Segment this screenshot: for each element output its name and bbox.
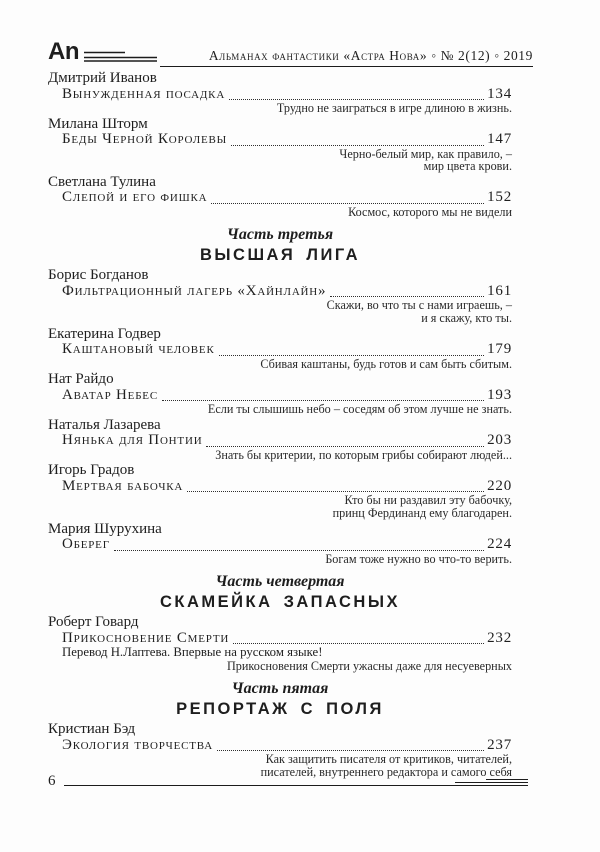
section-part-label: Часть пятая: [231, 680, 329, 698]
toc-entry: [48, 722, 512, 778]
toc-entry: [48, 268, 512, 324]
toc-entry: [48, 372, 512, 416]
entry-page-number: 224: [487, 536, 512, 553]
entry-author: Дмитрий Иванов: [48, 70, 157, 86]
epigraph-line: Сбивая каштаны, будь готов и сам быть сбитым.: [260, 356, 512, 371]
dot-leader: [187, 488, 484, 492]
section-heading: [48, 226, 512, 264]
footer-decoration-line-top: [486, 779, 528, 780]
entry-title-line: [48, 342, 512, 358]
section-part-label: Часть четвертая: [215, 573, 345, 591]
entry-title-line: [48, 738, 512, 754]
entry-note: Перевод Н.Лаптева. Впервые на русском языке!: [62, 645, 323, 660]
toc-entry: [48, 418, 512, 462]
entry-title: Нянька для Понтии: [62, 432, 203, 449]
running-head-title: Альманах фантастики «Астра Нова» ◦ № 2(12) ◦ 2019: [208, 48, 533, 63]
dot-leader: [231, 142, 484, 146]
entry-epigraph: [48, 148, 512, 173]
entry-title: Мертвая бабочка: [62, 477, 184, 494]
entry-title: Прикосновение Смерти: [62, 629, 230, 646]
entry-title-line: [48, 388, 512, 404]
dot-leader: [233, 640, 484, 644]
epigraph-line: принц Фердинанд ему благодарен.: [332, 505, 512, 520]
dot-leader: [162, 397, 484, 401]
entry-title: Экология творчества: [62, 736, 213, 753]
dot-leader: [206, 443, 484, 447]
epigraph-line: Трудно не заиграться в игре длиною в жизнь.: [276, 101, 512, 115]
footer-decoration-line-mid: [455, 782, 528, 783]
almanac-logo: An: [48, 38, 79, 65]
toc-entry: [48, 463, 512, 519]
section-title: СКАМЕЙКА ЗАПАСНЫХ: [160, 593, 400, 612]
dot-leader: [229, 96, 484, 100]
entry-page-number: 134: [487, 85, 512, 102]
section-part-label: Часть третья: [226, 226, 334, 244]
entry-page-number: 232: [487, 629, 512, 646]
toc-entry: [48, 615, 512, 672]
entry-author: Роберт Говард: [48, 614, 139, 631]
section-title: РЕПОРТАЖ С ПОЛЯ: [176, 700, 384, 719]
entry-title: Беды Черной Королевы: [62, 131, 228, 148]
entry-page-number: 203: [487, 432, 512, 449]
entry-author: Милана Шторм: [48, 115, 148, 132]
toc-entry: [48, 327, 512, 371]
footer-rule: [64, 785, 528, 786]
entry-author: Екатерина Годвер: [48, 325, 161, 342]
entry-author: Светлана Тулина: [48, 173, 156, 190]
entry-author: Мария Шурухина: [48, 520, 162, 537]
entry-epigraph: [48, 660, 512, 673]
entry-title-line: [48, 479, 512, 495]
dot-leader: [114, 547, 484, 551]
epigraph-line: Знать бы критерии, по которым грибы собирают людей...: [215, 447, 512, 462]
section-heading: [48, 573, 512, 611]
entry-epigraph: [48, 358, 512, 371]
entry-author: Борис Богданов: [48, 267, 149, 284]
epigraph-line: и я скажу, кто ты.: [421, 310, 512, 325]
entry-page-number: 193: [487, 386, 512, 403]
epigraph-line: Если ты слышишь небо – соседям об этом лучше не знать.: [207, 402, 512, 417]
epigraph-line: Кто бы ни раздавил эту бабочку,: [344, 493, 512, 508]
entry-page-number: 161: [487, 282, 512, 299]
epigraph-line: Космос, которого мы не видели: [348, 204, 512, 219]
dot-leader: [217, 747, 484, 751]
entry-epigraph: [48, 403, 512, 416]
toc-entry: [48, 522, 512, 566]
page-footer: [48, 772, 528, 789]
toc: [48, 71, 512, 778]
entry-title: Аватар Небес: [62, 386, 158, 403]
dot-leader: [211, 200, 484, 204]
entry-title-line: [48, 190, 512, 206]
dot-leader: [219, 352, 485, 356]
entry-title-line: [48, 537, 512, 553]
entry-author: Кристиан Бэд: [48, 721, 136, 738]
page-header: [48, 36, 533, 64]
epigraph-line: писателей, внутреннего редактора и самого себя: [260, 764, 512, 779]
footer-page-number: 6: [48, 773, 56, 789]
section-heading: [48, 680, 512, 718]
entry-epigraph: [48, 449, 512, 462]
entry-title: Вынужденная посадка: [62, 85, 226, 102]
entry-epigraph: [48, 553, 512, 566]
section-title: ВЫСШАЯ ЛИГА: [199, 246, 361, 265]
entry-page-number: 147: [487, 131, 512, 148]
entry-author: Наталья Лазарева: [48, 416, 161, 433]
entry-epigraph: [48, 494, 512, 519]
entry-epigraph: [48, 299, 512, 324]
epigraph-line: Прикосновения Смерти ужасны даже для несуеверных: [226, 658, 512, 673]
logo-decoration-lines: [84, 51, 158, 62]
entry-author: Игорь Градов: [48, 462, 135, 479]
epigraph-line: Как защитить писателя от критиков, читателей,: [265, 752, 512, 767]
entry-title-line: [48, 631, 512, 647]
entry-epigraph: [48, 206, 512, 219]
entry-page-number: 220: [487, 477, 512, 494]
epigraph-line: мир цвета крови.: [423, 159, 512, 174]
toc-entry: [48, 175, 512, 219]
entry-title-line: [48, 132, 512, 148]
toc-entry: [48, 71, 512, 115]
epigraph-line: Скажи, во что ты с нами играешь, –: [326, 298, 512, 313]
epigraph-line: Черно-белый мир, как правило, –: [339, 146, 512, 161]
entry-title-line: [48, 87, 512, 103]
entry-epigraph: [48, 102, 512, 115]
entry-title-line: [48, 433, 512, 449]
entry-author: Нат Райдо: [48, 371, 114, 388]
entry-page-number: 179: [487, 341, 512, 358]
entry-title-line: [48, 284, 512, 300]
dot-leader: [330, 293, 484, 297]
entry-title: Каштановый человек: [62, 341, 215, 358]
entry-page-number: 237: [487, 736, 512, 753]
entry-title: Слепой и его фишка: [62, 189, 208, 206]
entry-title: Оберег: [62, 536, 110, 553]
entry-title: Фильтрационный лагерь «Хайнлайн»: [62, 282, 327, 299]
epigraph-line: Богам тоже нужно во что-то верить.: [325, 551, 512, 566]
toc-entry: [48, 117, 512, 173]
entry-page-number: 152: [487, 189, 512, 206]
